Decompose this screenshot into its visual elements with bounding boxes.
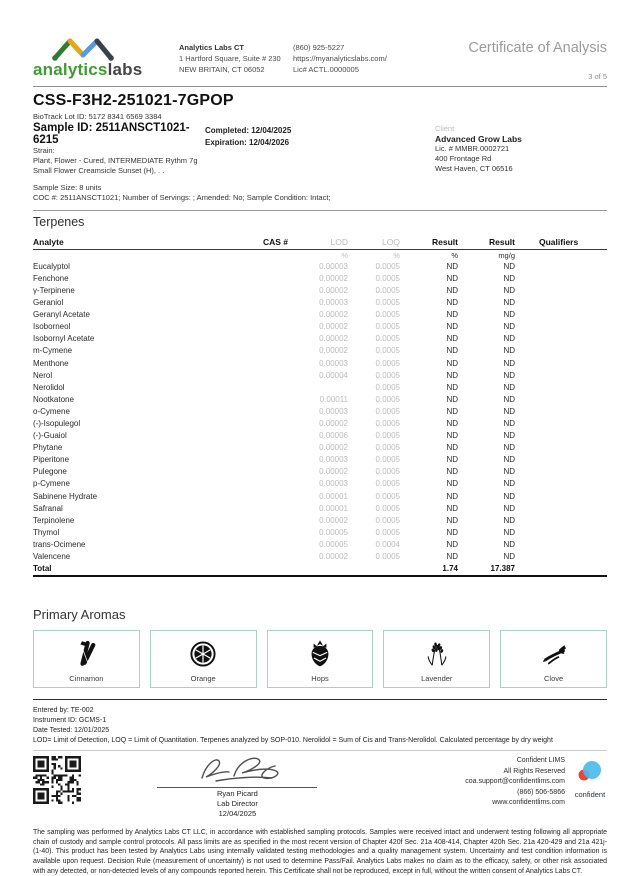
aroma-box-lavender bbox=[383, 630, 490, 688]
aroma-label: Orange bbox=[190, 673, 216, 683]
terpene-row: Nerolidol 0.0005 ND ND bbox=[33, 382, 515, 392]
page-indicator: 3 of 5 bbox=[588, 72, 607, 81]
lims-phone: (866) 506-5866 bbox=[517, 788, 565, 796]
mountain-logo-icon bbox=[45, 36, 123, 62]
client-name: Advanced Grow Labs bbox=[435, 134, 522, 144]
lims-website: www.confidentlims.com bbox=[492, 799, 565, 807]
lims-email: coa.support@confidentlims.com bbox=[465, 778, 565, 786]
section-divider bbox=[33, 210, 607, 211]
aroma-box-cinnamon bbox=[33, 630, 140, 688]
signer-name: Ryan Picard bbox=[216, 789, 258, 799]
aroma-label: Lavender bbox=[421, 673, 453, 683]
terpenes-table bbox=[33, 237, 607, 577]
lavender-icon bbox=[421, 638, 453, 670]
lab-license: Lic# ACTL.0000005 bbox=[293, 64, 359, 74]
col-analyte: Analyte bbox=[33, 236, 64, 247]
signature-block bbox=[152, 754, 322, 818]
total-label: Total bbox=[33, 564, 52, 574]
signature-date: 12/04/2025 bbox=[218, 809, 257, 819]
terpene-row: (-)-Guaiol 0.00006 0.0005 ND ND bbox=[33, 431, 515, 441]
client-address2: West Haven, CT 06516 bbox=[435, 163, 513, 173]
entered-by: Entered by: TE-002 bbox=[33, 706, 94, 714]
qr-code bbox=[33, 756, 81, 804]
col-lod: LOD bbox=[330, 236, 348, 247]
header-divider bbox=[33, 86, 607, 87]
col-result-pct: Result bbox=[432, 236, 458, 247]
terpene-row: Geranyl Acetate 0.00002 0.0005 ND ND bbox=[33, 310, 515, 320]
lab-website: https://myanalyticslabs.com/ bbox=[293, 53, 387, 63]
lab-name: Analytics Labs CT bbox=[179, 43, 245, 52]
aroma-box-hops bbox=[267, 630, 374, 688]
total-result-pct: 1.74 bbox=[442, 564, 458, 574]
lab-address1: 1 Hartford Square, Suite # 230 bbox=[179, 53, 281, 63]
col-cas: CAS # bbox=[262, 236, 288, 247]
unit-lod: % bbox=[341, 250, 348, 260]
client-label: Client bbox=[435, 124, 455, 133]
terpene-row: Piperitone 0.00003 0.0005 ND ND bbox=[33, 455, 515, 465]
client-address1: 400 Frontage Rd bbox=[435, 153, 492, 163]
terpene-row: Eucalyptol 0.00003 0.0005 ND ND bbox=[33, 261, 515, 271]
col-result-mgg: Result bbox=[489, 236, 515, 247]
terpene-row: trans-Ocimene 0.00005 0.0004 ND ND bbox=[33, 539, 515, 549]
terpene-row: p-Cymene 0.00003 0.0005 ND ND bbox=[33, 479, 515, 489]
lims-block bbox=[465, 754, 607, 809]
terpenes-tbody bbox=[33, 260, 607, 562]
header-right bbox=[468, 34, 607, 81]
sample-id-block bbox=[33, 122, 205, 193]
confident-wordmark: confident bbox=[574, 790, 606, 800]
terpene-row: Geraniol 0.00003 0.0005 ND ND bbox=[33, 298, 515, 308]
terpene-row: Thymol 0.00005 0.0005 ND ND bbox=[33, 527, 515, 537]
lab-address2: NEW BRITAIN, CT 06052 bbox=[179, 64, 265, 74]
aroma-box-clove bbox=[500, 630, 607, 688]
units-row bbox=[33, 249, 607, 260]
col-qualifiers: Qualifiers bbox=[539, 236, 579, 247]
signer-title: Lab Director bbox=[216, 799, 258, 809]
meta-divider bbox=[33, 750, 607, 751]
terpene-row: Nootkatone 0.00011 0.0005 ND ND bbox=[33, 394, 515, 404]
instrument-id: Instrument ID: GCMS-1 bbox=[33, 716, 107, 724]
confident-logo bbox=[573, 754, 607, 799]
meta-block bbox=[33, 706, 607, 747]
lims-name: Confident LIMS bbox=[516, 757, 565, 765]
terpene-row: Sabinene Hydrate 0.00001 0.0005 ND ND bbox=[33, 491, 515, 501]
expiration-date: Expiration: 12/04/2026 bbox=[205, 138, 290, 147]
orange-icon bbox=[187, 638, 219, 670]
lod-note: LOD= Limit of Detection, LOQ = Limit of Quantitation. Terpenes analyzed by SOP-010. Nerolidol = Sum of Cis and Trans-Nerolidol. Calculated percentage by dry weight bbox=[33, 737, 553, 745]
completed-date: Completed: 12/04/2025 bbox=[205, 126, 292, 135]
strain-label: Strain: bbox=[33, 146, 55, 155]
biotrack-lot-id: BioTrack Lot ID: 5172 8341 6569 3384 bbox=[33, 112, 162, 121]
coc-line: COC #: 2511ANSCT1021; Number of Servings: ; Amended: No; Sample Condition: Intact; bbox=[33, 193, 331, 202]
sample-matrix: Plant, Flower - Cured, INTERMEDIATE Rythm 7g bbox=[33, 155, 198, 165]
cinnamon-icon bbox=[70, 638, 102, 670]
date-tested: Date Tested: 12/01/2025 bbox=[33, 726, 110, 734]
strain-detail: Small Flower Creamsicle Sunset (H), . . bbox=[33, 165, 165, 175]
lab-address-block bbox=[179, 34, 287, 76]
terpene-row: Valencene 0.00002 0.0005 ND ND bbox=[33, 552, 515, 562]
footer-divider bbox=[33, 699, 607, 700]
total-result-mgg: 17.387 bbox=[490, 564, 515, 574]
terpene-row: Safranal 0.00001 0.0005 ND ND bbox=[33, 503, 515, 513]
dates-block bbox=[205, 122, 345, 193]
table-header-row bbox=[33, 237, 607, 250]
total-row bbox=[33, 563, 607, 576]
terpene-row: Pulegone 0.00002 0.0005 ND ND bbox=[33, 467, 515, 477]
lab-contact-block bbox=[293, 34, 413, 76]
lab-logo bbox=[33, 34, 165, 80]
aromas-section-title: Primary Aromas bbox=[33, 606, 126, 622]
clove-icon bbox=[538, 638, 570, 670]
lims-rights: All Rights Reserved bbox=[503, 767, 565, 775]
document-title: Certificate of Analysis bbox=[468, 40, 607, 56]
aroma-label: Clove bbox=[543, 673, 564, 683]
client-block bbox=[435, 122, 607, 193]
hops-icon bbox=[304, 638, 336, 670]
signature-zone bbox=[33, 754, 607, 818]
terpene-row: Menthone 0.00003 0.0005 ND ND bbox=[33, 358, 515, 368]
confident-logo-icon bbox=[573, 758, 607, 784]
sample-id: Sample ID: 2511ANSCT1021-6215 bbox=[33, 122, 190, 146]
client-license: Lic. # MMBR.0002721 bbox=[435, 144, 510, 153]
terpene-row: Isobornyl Acetate 0.00002 0.0005 ND ND bbox=[33, 334, 515, 344]
unit-loq: % bbox=[393, 250, 400, 260]
brand-wordmark: analyticslabs bbox=[33, 60, 143, 79]
aroma-label: Cinnamon bbox=[69, 673, 104, 683]
aroma-box-orange bbox=[150, 630, 257, 688]
lab-phone: (860) 925-5227 bbox=[293, 43, 345, 52]
disclaimer-text: The sampling was performed by Analytics Labs CT LLC, in accordance with established sampling protocols. Samples were received intact and underwent testing following all appropriate chain of custody and sample control protocols. All pass limits are as specified in the most recent version of Chapter 420f Sec. 21a 408-414, Chapter 420h Sec. 21a 420-429 and 21a 421j-(1-40). This product has been tested by Analytics Labs using internally validated testing methodologies and a quality management system. Uncertainty and test condition information is available upon request. Decision Rule (measurement of uncertainty) is not used to determine Pass/Fail. Analytics Labs makes no claim as to the efficacy, safety, or other risk associated with any detected, or non-detected levels of any compounds reported herein. This Certificate shall not be reproduced, except in full, without the written consent of Analytics Labs CT. bbox=[33, 829, 607, 875]
terpene-row: Phytane 0.00002 0.0005 ND ND bbox=[33, 443, 515, 453]
terpene-row: o-Cymene 0.00003 0.0005 ND ND bbox=[33, 406, 515, 416]
sample-size: Sample Size: 8 units bbox=[33, 183, 102, 193]
sample-name: CSS-F3H2-251021-7GPOP bbox=[33, 92, 234, 109]
sample-info-row bbox=[33, 122, 607, 193]
unit-result-mgg: mg/g bbox=[498, 250, 515, 260]
aromas-row bbox=[33, 630, 607, 688]
terpene-row: Isoborneol 0.00002 0.0005 ND ND bbox=[33, 322, 515, 332]
header bbox=[33, 34, 607, 81]
terpene-row: (-)-Isopulegol 0.00002 0.0005 ND ND bbox=[33, 419, 515, 429]
terpenes-section-title: Terpenes bbox=[33, 214, 85, 229]
terpene-row: Fenchone 0.00002 0.0005 ND ND bbox=[33, 273, 515, 283]
unit-result-pct: % bbox=[451, 250, 458, 260]
terpene-row: γ-Terpinene 0.00002 0.0005 ND ND bbox=[33, 285, 515, 295]
terpene-row: Terpinolene 0.00002 0.0005 ND ND bbox=[33, 515, 515, 525]
aroma-label: Hops bbox=[311, 673, 329, 683]
col-loq: LOQ bbox=[382, 236, 400, 247]
terpene-row: Nerol 0.00004 0.0005 ND ND bbox=[33, 370, 515, 380]
terpene-row: m-Cymene 0.00002 0.0005 ND ND bbox=[33, 346, 515, 356]
signature-icon bbox=[172, 754, 302, 788]
